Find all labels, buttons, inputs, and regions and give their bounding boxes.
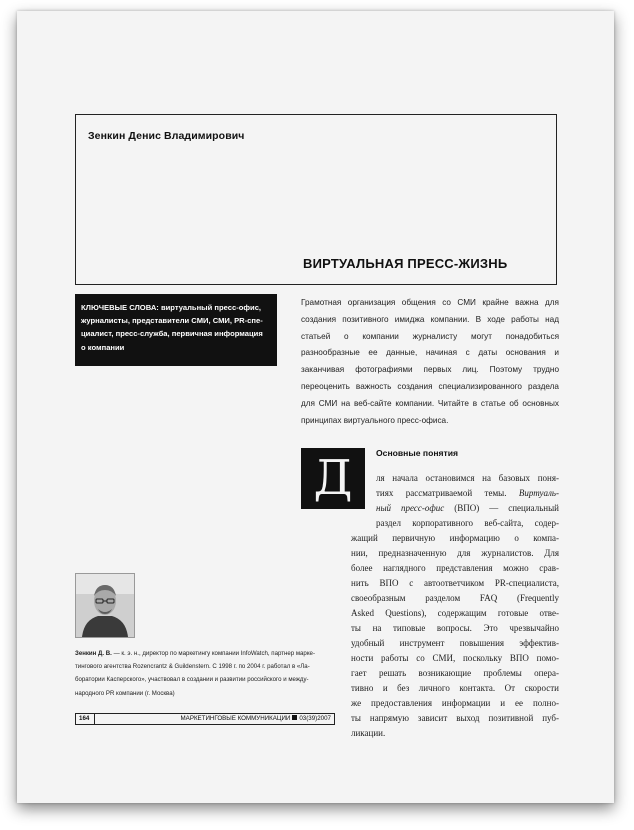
body-line: тивно и без личного контакта. От скорости [351,683,559,693]
bio-author-name: Зенкин Д. В. [75,650,112,657]
author-bio [75,647,337,700]
page-footer [75,713,335,725]
body-line: жащий первичную информацию о компа- [351,533,559,543]
page-number: 164 [79,714,95,724]
body-line: нии, предназначенную для журналистов. Для [351,548,559,558]
journal-name: МАРКЕТИНГОВЫЕ КОММУНИКАЦИИ [180,715,291,722]
article-title: ВИРТУАЛЬНАЯ ПРЕСС-ЖИЗНЬ [303,256,508,271]
section-heading: Основные понятия [376,448,459,458]
body-line: более наглядного представления можно срав- [351,563,559,573]
drop-cap: Д [301,448,365,509]
bio-line: Зенкин Д. В. — к. э. н., директор по маркетингу компании InfoWatch, партнер марке- [75,650,315,657]
body-line: гает решать возникающие проблемы опера- [351,668,559,678]
keywords-line: о компании [81,342,125,352]
body-line: раздел корпоративного веб-сайта, содер- [376,518,559,528]
bio-line: боратории Касперского», участвовал в создании и развитии российского и между- [75,676,309,684]
square-bullet-icon [292,715,297,720]
keywords-box [75,294,277,366]
article-lead: Грамотная организация общения со СМИ крайне важна для создания позитивного имиджа компании. В ходе работы над статьей о компании журналисту могут понадобиться разнообразные ее данные, начиная с даты основания и заканчивая фотографиями первых лиц. Поэтому трудно переоценить важность создания специализированного раздела для СМИ на веб-сайте компании. Читайте в статье об основных принципах виртуального пресс-офиса. [301,298,559,425]
body-line: же предоставления информации и ее полно- [351,698,559,708]
body-line: удобный инструмент повышения эффектив- [351,638,559,648]
body-line: ности работы со СМИ, поскольку ВПО помо- [351,653,559,663]
body-line: ликации. [351,728,386,738]
keywords-line: КЛЮЧЕВЫЕ СЛОВА: виртуальный пресс-офис, [81,303,262,312]
body-line: своеобразным разделом FAQ (Frequently [351,593,559,603]
body-line: ля начала остановимся на базовых поня- [376,473,559,483]
author-photo [75,573,135,638]
body-line: нить ВПО с автоответчиком PR-специалиста, [351,578,559,588]
body-line: ты на типовые вопросы. Это чрезвычайно [351,623,559,633]
journal-issue [181,714,331,724]
body-line: ты напрямую зависит выход позитивной пуб- [351,713,559,723]
author-name: Зенкин Денис Владимирович [88,130,245,142]
issue-number: 03(39)2007 [299,715,331,722]
body-line: Asked Questions), содержащим готовые отве- [351,608,559,618]
keywords-line: циалист, пресс-служба, первичная информация [81,329,263,339]
keywords-line: журналисты, представители СМИ, СМИ, PR-спе- [81,316,263,326]
bio-line: тингового агентства Rozencrantz & Guildenstern. С 1998 г. по 2004 г. работал в «Ла- [75,663,310,671]
body-line: тиях рассматриваемой темы. Виртуаль- [376,488,559,498]
bio-line: народного PR компании (г. Москва) [75,689,175,697]
body-line: ный пресс-офис (ВПО) — специальный [376,503,559,513]
journal-page [17,11,614,803]
article-header-box [75,114,557,285]
